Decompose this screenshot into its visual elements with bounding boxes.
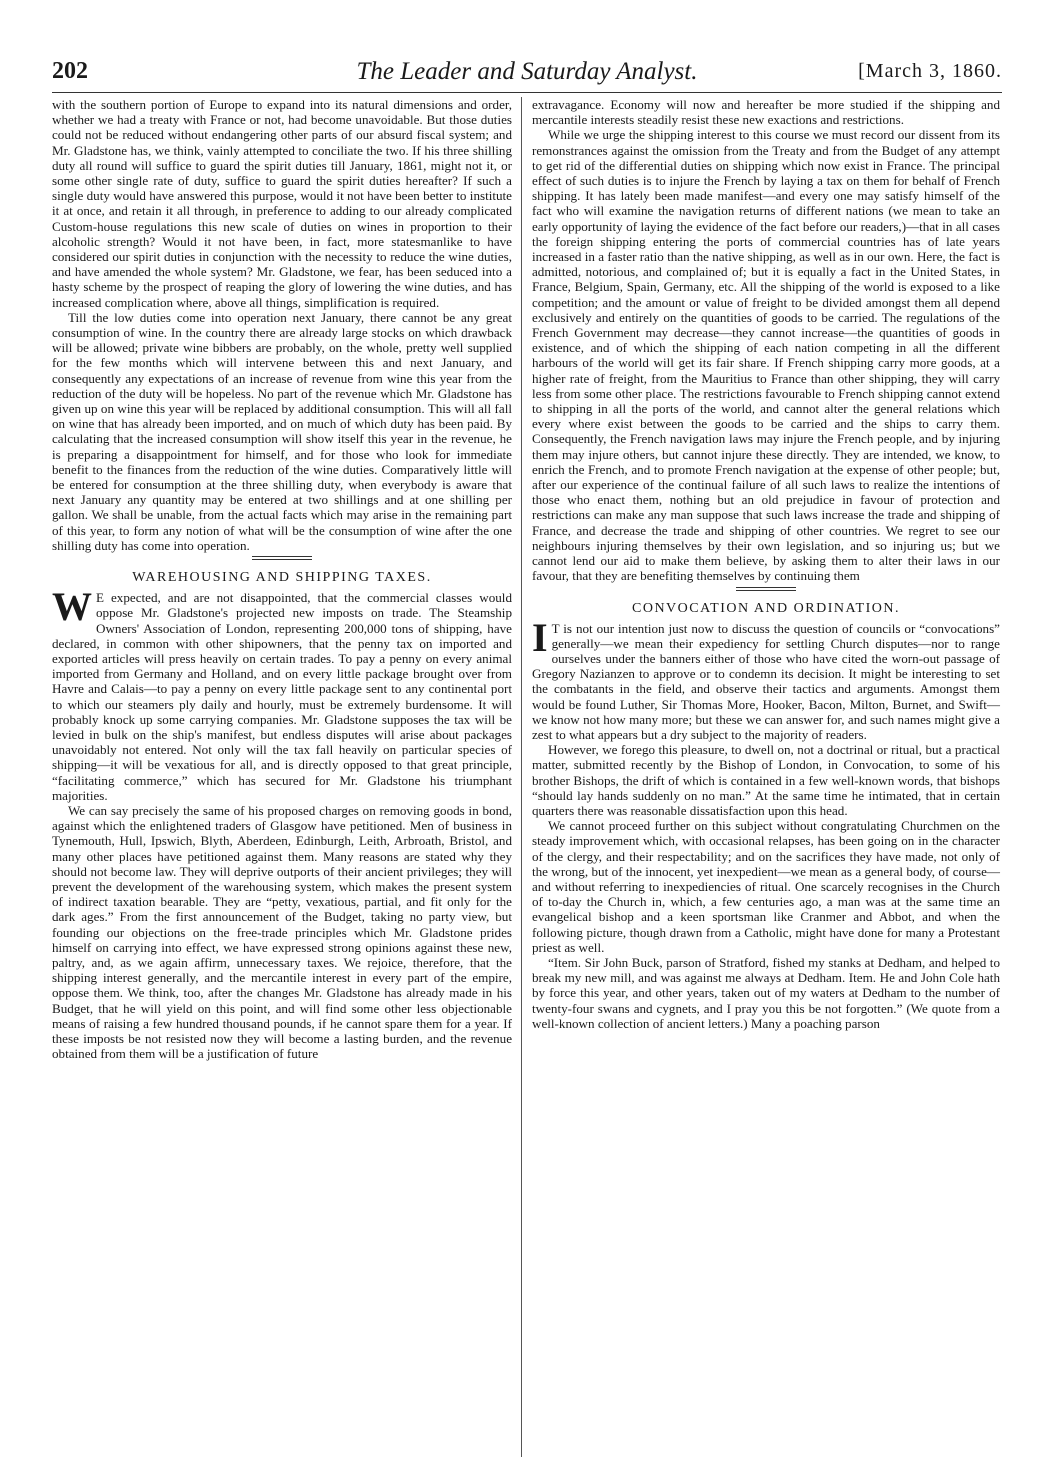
section-title-warehousing: WAREHOUSING AND SHIPPING TAXES. xyxy=(132,570,432,586)
page-header xyxy=(52,58,1002,90)
drop-cap-i: I xyxy=(532,614,548,660)
column-divider xyxy=(521,97,522,1457)
right-paragraph-3 xyxy=(532,614,1000,743)
left-paragraph-3 xyxy=(52,584,512,803)
right-paragraph-6: “Item. Sir John Buck, parson of Stratford, fished my stanks at Dedham, and helped to break my new mill, and was against me always at Dedham. Item. He and John Cole hath by force this year, and other years, taken out of my waters at Dedham to the number of twenty-four swans and cygnets, and I pray you this be not forgotten.” (We quote from a well-known collection of ancient letters.) Many a poaching parson xyxy=(532,954,1000,1031)
left-paragraph-4: We can say precisely the same of his proposed charges on removing goods in bond, against which the enlightened traders of Glasgow have petitioned. Men of business in Tynemouth, Hull, Ipswich, Blyth, Aberdeen, Edinburgh, Leith, Arbroath, Bristol, and many other places have petitioned against them. Many reasons are stated why they should not become law. They will deprive outports of their ancient privileges; they will prevent the development of the warehousing system, which makes the present system of indirect taxation bearable. They are “petty, vexatious, partial, and fit only for the dark ages.” From the first announcement of the Budget, taking no party view, but founding our objections on the free-trade principles which Mr. Gladstone prides himself on carrying into effect, we have expressed strong opinions against these new, paltry, and, as we again affirm, unnecessary taxes. We rejoice, therefore, that the shipping interest generally, and the mercantile interest in every part of the empire, oppose them. We think, too, after the changes Mr. Gladstone has already made in his Budget, that he will yield on this point, and will find some other less objectionable means of raising a few hundred thousand pounds, if he cannot spare them for a year. If these imposts be not resisted now they will become a lasting burden, and the revenue obtained from them will be a justification of future xyxy=(52,802,512,1062)
header-rule xyxy=(52,92,1002,93)
left-paragraph-1: with the southern portion of Europe to expand into its natural dimensions and order, whether we had a treaty with France or not, had become unavoidable. But those duties could not be reduced without endangering other parts of our absurd fiscal system; and Mr. Gladstone has, we think, vainly attempted to conciliate the two. If his three shilling duty all round will suffice to guard the spirit duties till January, 1861, might not it, or some other single rate of duty, suffice to guard the spirit duties hereafter? If such a single duty would have answered this purpose, would it not have been better to institute it at once, and retain it all through, in preference to adding to our already complicated Custom-house regulations this new scale of duties on wines in proportion to their alcoholic strength? Would it not have been, in fact, more statesmanlike to have considered our spirit duties in conjunction with the necessity to reduce the wine duties, and have amended the whole system? Mr. Gladstone, we fear, has been seduced into a hasty scheme by the prospect of reaping the glory of lowering the wine duties, and has increased complication where, above all things, simplification is required. xyxy=(52,97,512,310)
left-column xyxy=(52,97,512,1061)
right-paragraph-4: However, we forego this pleasure, to dwell on, not a doctrinal or ritual, but a practical matter, submitted recently by the Bishop of London, in Convocation, to some of his brother Bishops, the drift of which is contained in a few well-known words, that bishops “should lay hands suddenly on no man.” At the same time he intimated, that in certain quarters there was reasonable dissatisfaction upon this head. xyxy=(532,742,1000,818)
right-paragraph-2: While we urge the shipping interest to this course we must record our dissent from its remonstrances against the omission from the Treaty and from the Budget of any attempt to get rid of the differential duties on shipping which now exist in France. The principal effect of such duties is to injure the French by laying a tax on them for behalf of French shipping. It has lately been made manifest—and every one may satisfy himself of the fact who will examine the navigation returns of different nations (we mean to take an early opportunity of laying the evidence of the fact before our readers,)—that in all cases the foreign shipping entering the ports of commercial countries has of late years increased in a faster ratio than the native shipping, as well as in our own. Here, the fact is admitted, notorious, and complained of; but it is equally a fact in the United States, in France, Belgium, Spain, Germany, etc. All the shipping of the world is exposed to a like competition; and the amount or value of freight to be divided amongst them all depend exclusively and entirely on the quantities of goods to be carried. The regulations of the French Government may decrease—they cannot increase—the quantities of goods in existence, and of which the shipping of each nation competing in all the different harbours of the world will get its fair share. If French shipping carry more goods, at a higher rate of freight, from the Mauritius to France than other shipping, they will carry less from some other place. The restrictions favourable to French shipping cannot extend to shipping in all the ports of the world, and cannot alter the general relations which every where exist between the goods to be carried and the ships to carry them. Consequently, the French navigation laws may injure the French people, and by injuring them may injure others, but cannot injure these directly. They are intended, we know, to enrich the French, and to promote French navigation at the expense of other people; but, after our experience of the continual failure of all such laws to realize the intentions of those who enact them, nothing but an old prejudice in favour of protection and restrictions can make any man suppose that such laws increase the trade and shipping of France, and decrease the trade and shipping of other countries. We regret to see our neighbours injuring themselves by their own legislation, and so injuring us; but we cannot lend our aid to make them believe, by asking them to alter their laws in our favour, that they are benefiting themselves by continuing them xyxy=(532,127,1000,584)
right-paragraph-1: extravagance. Economy will now and hereafter be more studied if the shipping and mercantile interests steadily resist these new exactions and restrictions. xyxy=(532,97,1000,128)
section-separator xyxy=(736,587,796,591)
right-paragraph-5: We cannot proceed further on this subject without congratulating Churchmen on the steady improvement which, with occasional relapses, has been going on in the character of the clergy, and their respectability; and on the sacrifices they have made, not only of the wrong, but of the innocent, yet inexpedient—we mean as a general body, of course—and without referring to inexpediencies of ritual. One scarcely recognises in the Church of to-day the Church in, which, a few centuries ago, a man was at the same time an evangelical bishop and a keen sportsman like Cranmer and Abbot, and when the following picture, though drawn from a Catholic, might have done for many a Protestant priest as well. xyxy=(532,818,1000,955)
page-number: 202 xyxy=(52,58,88,84)
section-title-convocation: CONVOCATION AND ORDINATION. xyxy=(632,600,900,616)
left-paragraph-2: Till the low duties come into operation next January, there cannot be any great consumption of wine. In the country there are already large stocks on which drawback will be allowed; private wine bibbers are probably, on the whole, pretty well supplied for the few months which will intervene between this and next January, and consequently any expectations of an increase of revenue from wine this year from the reduction of the duty will be hopeless. No part of the revenue which Mr. Gladstone has given up on wine this year will be replaced by additional consumption. This will all fall on wine that has already been imported, and on much of which duty has been paid. By calculating that the increased consumption will show itself this year in the revenue, he is preparing a disappointment for himself, and for those who look for immediate benefit to the finances from the reduction of the wine duties. Comparatively little will be entered for consumption at the three shilling duty, when everybody is aware that next January any quantity may be entered at two shillings and at one shilling per gallon. We shall be unable, from the actual facts which may arise in the remaining part of this year, to form any notion of what will be the consumption of wine after the one shilling duty has come into operation. xyxy=(52,309,512,553)
section-separator xyxy=(252,556,312,560)
drop-cap-w: W xyxy=(52,584,92,630)
right-column xyxy=(532,97,1000,1031)
running-title: The Leader and Saturday Analyst. xyxy=(356,58,698,85)
issue-date: [March 3, 1860. xyxy=(858,60,1002,82)
right-paragraph-3-text: T is not our intention just now to discuss the question of councils or “convocations” generally—we mean their expediency for settling Church disputes—nor to range ourselves under the banners either of those who have cited the worn-out passage of Gregory Nazianzen to approve or to condemn its decision. It might be interesting to set the combatants in the field, and observe their tactics and arguments. Amongst them would be found Luther, Sir Thomas More, Hooker, Bacon, Milton, Burnet, and Swift—we know not how many more; but these we can answer for, and such names might give a zest to what appears but a dry subject to the majority of readers. xyxy=(532,620,1000,742)
left-paragraph-3-text: E expected, and are not disappointed, that the commercial classes would oppose Mr. Gladstone's projected new imposts on trade. The Steamship Owners' Association of London, representing 200,000 tons of shipping, have declared, in common with other shipowners, that the penny tax on imported and exported articles will press heavily on certain trades. To pay a penny on every animal imported from Germany and Holland, and on every little package brought over from Havre and Calais—to pay a penny on every little package sent to any continental port to which our steamers ply daily and hourly, must be extremely burdensome. It will probably knock up some carrying companies. Mr. Gladstone supposes the tax will be levied in bulk on the ship's manifest, but endless disputes will arise about packages unavoidably not entered. Not only will the tax fall heavily on particular species of shipping—it will be vexatious for all, and is directly opposed to that great principle, “facilitating commerce,” which has secured for Mr. Gladstone his triumphant majorities. xyxy=(52,590,512,803)
